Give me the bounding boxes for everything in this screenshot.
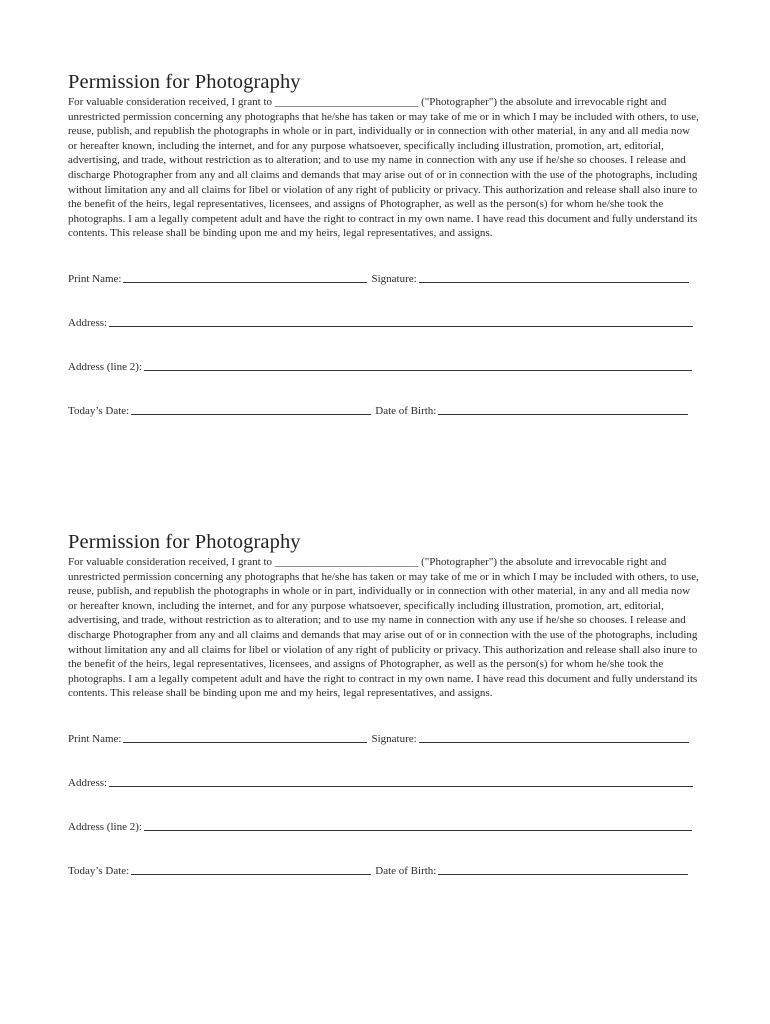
signature-label: Signature: [371,732,417,745]
signature-fields [68,731,702,877]
name-signature-row [68,731,702,745]
address-field[interactable] [109,317,693,327]
address-row [68,315,702,329]
permission-form-2 [68,530,702,907]
address-field[interactable] [109,777,693,787]
todays-date-field[interactable] [131,865,371,875]
print-name-field[interactable] [123,733,367,743]
print-name-field[interactable] [123,273,367,283]
date-of-birth-label: Date of Birth: [375,404,437,417]
form-title: Permission for Photography [68,531,301,553]
address-line2-field[interactable] [144,361,692,371]
signature-fields [68,271,702,417]
permission-form-1 [68,70,702,447]
print-name-label: Print Name: [68,272,122,285]
dates-row [68,403,702,417]
todays-date-label: Today’s Date: [68,864,130,877]
address-row [68,775,702,789]
address-line2-row [68,359,702,373]
address-line2-field[interactable] [144,821,692,831]
signature-field[interactable] [419,733,689,743]
address-label: Address: [68,316,108,329]
address-line2-label: Address (line 2): [68,360,142,373]
address-label: Address: [68,776,108,789]
date-of-birth-field[interactable] [438,865,688,875]
address-line2-row [68,819,702,833]
form-title: Permission for Photography [68,71,301,93]
todays-date-field[interactable] [131,405,371,415]
print-name-label: Print Name: [68,732,122,745]
todays-date-label: Today’s Date: [68,404,130,417]
release-text: For valuable consideration received, I grant to __________________________ ("Photographer") the absolute and irrevocable right and unrestricted permission concerning any photographs that he/she has taken or may take of me or in which I may be included with others, to use, reuse, publish, and republish the photographs in whole or in part, individually or in connection with other material, in any and all media now or hereafter known, including the internet, and for any purpose whatsoever, specifically including illustration, promotion, art, editorial, advertising, and trade, without restriction as to alteration; and to use my name in connection with any use if he/she so chooses. I release and discharge Photographer from any and all claims and demands that may arise out of or in connection with the use of the photographs, including without limitation any and all claims for libel or violation of any right of publicity or privacy. This authorization and release shall also inure to the benefit of the heirs, legal representatives, licensees, and assigns of Photographer, as well as the person(s) for whom he/she took the photographs. I am a legally competent adult and have the right to contract in my own name. I have read this document and fully understand its contents. This release shall be binding upon me and my heirs, legal representatives, and assigns. [68,96,699,240]
dates-row [68,863,702,877]
signature-label: Signature: [371,272,417,285]
signature-field[interactable] [419,273,689,283]
release-text: For valuable consideration received, I grant to __________________________ ("Photographer") the absolute and irrevocable right and unrestricted permission concerning any photographs that he/she has taken or may take of me or in which I may be included with others, to use, reuse, publish, and republish the photographs in whole or in part, individually or in connection with other material, in any and all media now or hereafter known, including the internet, and for any purpose whatsoever, specifically including illustration, promotion, art, editorial, advertising, and trade, without restriction as to alteration; and to use my name in connection with any use if he/she so chooses. I release and discharge Photographer from any and all claims and demands that may arise out of or in connection with the use of the photographs, including without limitation any and all claims for libel or violation of any right of publicity or privacy. This authorization and release shall also inure to the benefit of the heirs, legal representatives, licensees, and assigns of Photographer, as well as the person(s) for whom he/she took the photographs. I am a legally competent adult and have the right to contract in my own name. I have read this document and fully understand its contents. This release shall be binding upon me and my heirs, legal representatives, and assigns. [68,556,699,700]
address-line2-label: Address (line 2): [68,820,142,833]
date-of-birth-field[interactable] [438,405,688,415]
date-of-birth-label: Date of Birth: [375,864,437,877]
name-signature-row [68,271,702,285]
